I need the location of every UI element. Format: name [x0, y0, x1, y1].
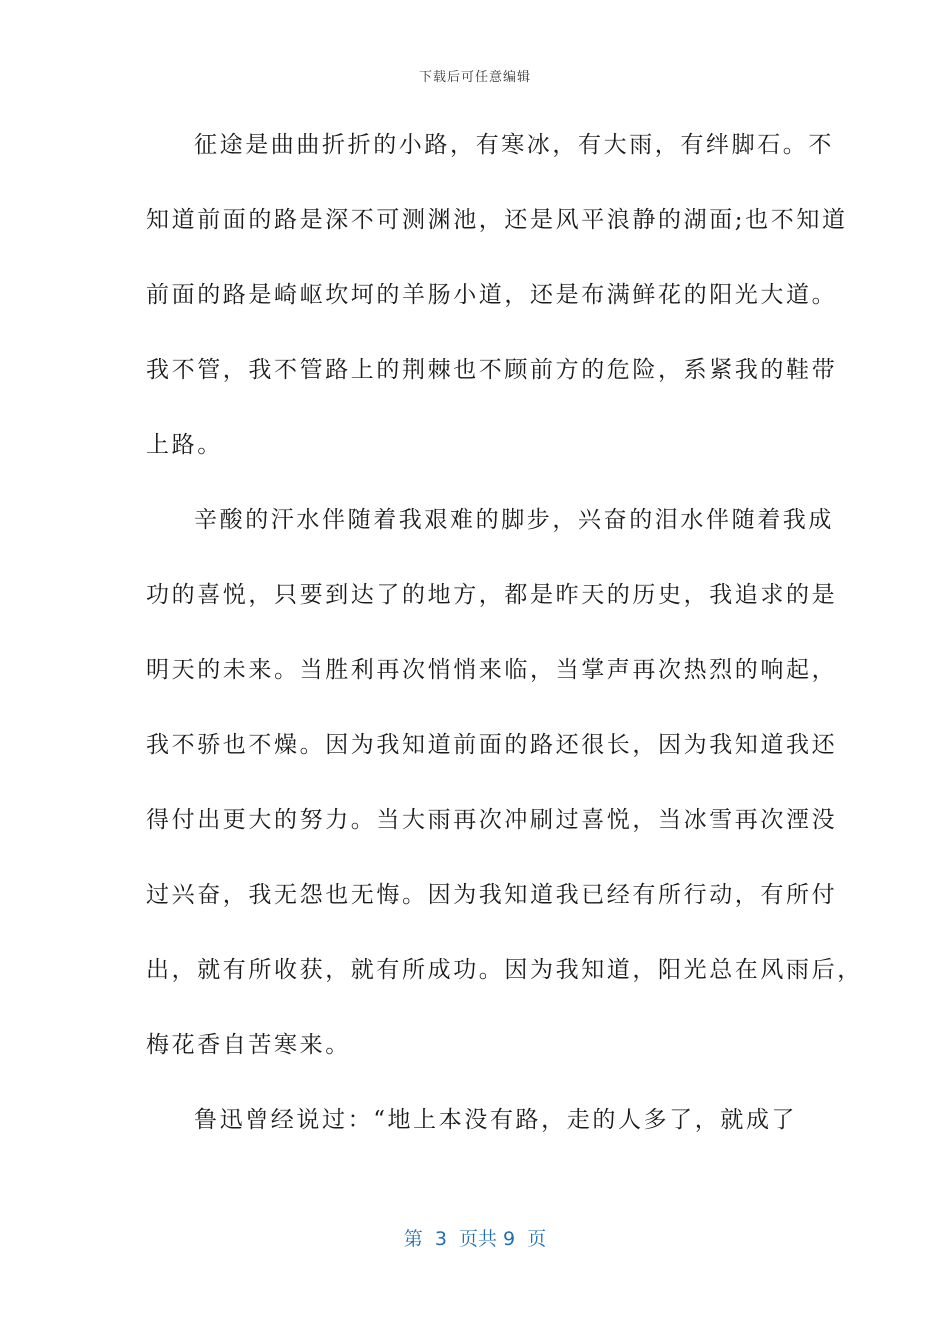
paragraph-2: [146, 495, 863, 1095]
text-line: 我不管，我不管路上的荆棘也不顾前方的危险，系紧我的鞋带: [146, 357, 838, 383]
text-line: 征途是曲曲折折的小路，有寒冰，有大雨，有绊脚石。不: [194, 132, 834, 158]
document-body: [146, 120, 863, 1170]
text-line: 我不骄也不燥。因为我知道前面的路还很长，因为我知道我还: [146, 732, 838, 758]
text-line: 前面的路是崎岖坎坷的羊肠小道，还是布满鲜花的阳光大道。: [146, 282, 838, 308]
text-line: 梅花香自苦寒来。: [146, 1032, 351, 1058]
text-line: 明天的未来。当胜利再次悄悄来临，当掌声再次热烈的响起，: [146, 657, 838, 683]
text-line: 知道前面的路是深不可测渊池，还是风平浪静的湖面;也不知道: [146, 207, 848, 233]
text-line: 上路。: [146, 432, 223, 458]
text-line: 辛酸的汗水伴随着我艰难的脚步，兴奋的泪水伴随着我成: [194, 507, 834, 533]
paragraph-1: [146, 120, 848, 495]
text-line: 功的喜悦，只要到达了的地方，都是昨天的历史，我追求的是: [146, 582, 838, 608]
paragraph-3: [146, 1095, 806, 1170]
text-line: 过兴奋，我无怨也无悔。因为我知道我已经有所行动，有所付: [146, 882, 838, 908]
page-header: 下载后可任意编辑: [418, 70, 531, 85]
text-line: 得付出更大的努力。当大雨再次冲刷过喜悦，当冰雪再次湮没: [146, 807, 838, 833]
text-line: 出，就有所收获，就有所成功。因为我知道，阳光总在风雨后，: [146, 957, 863, 983]
page-footer: 第 3 页共 9 页: [403, 1228, 547, 1250]
text-line: 鲁迅曾经说过：“地上本没有路，走的人多了，就成了: [194, 1107, 798, 1133]
